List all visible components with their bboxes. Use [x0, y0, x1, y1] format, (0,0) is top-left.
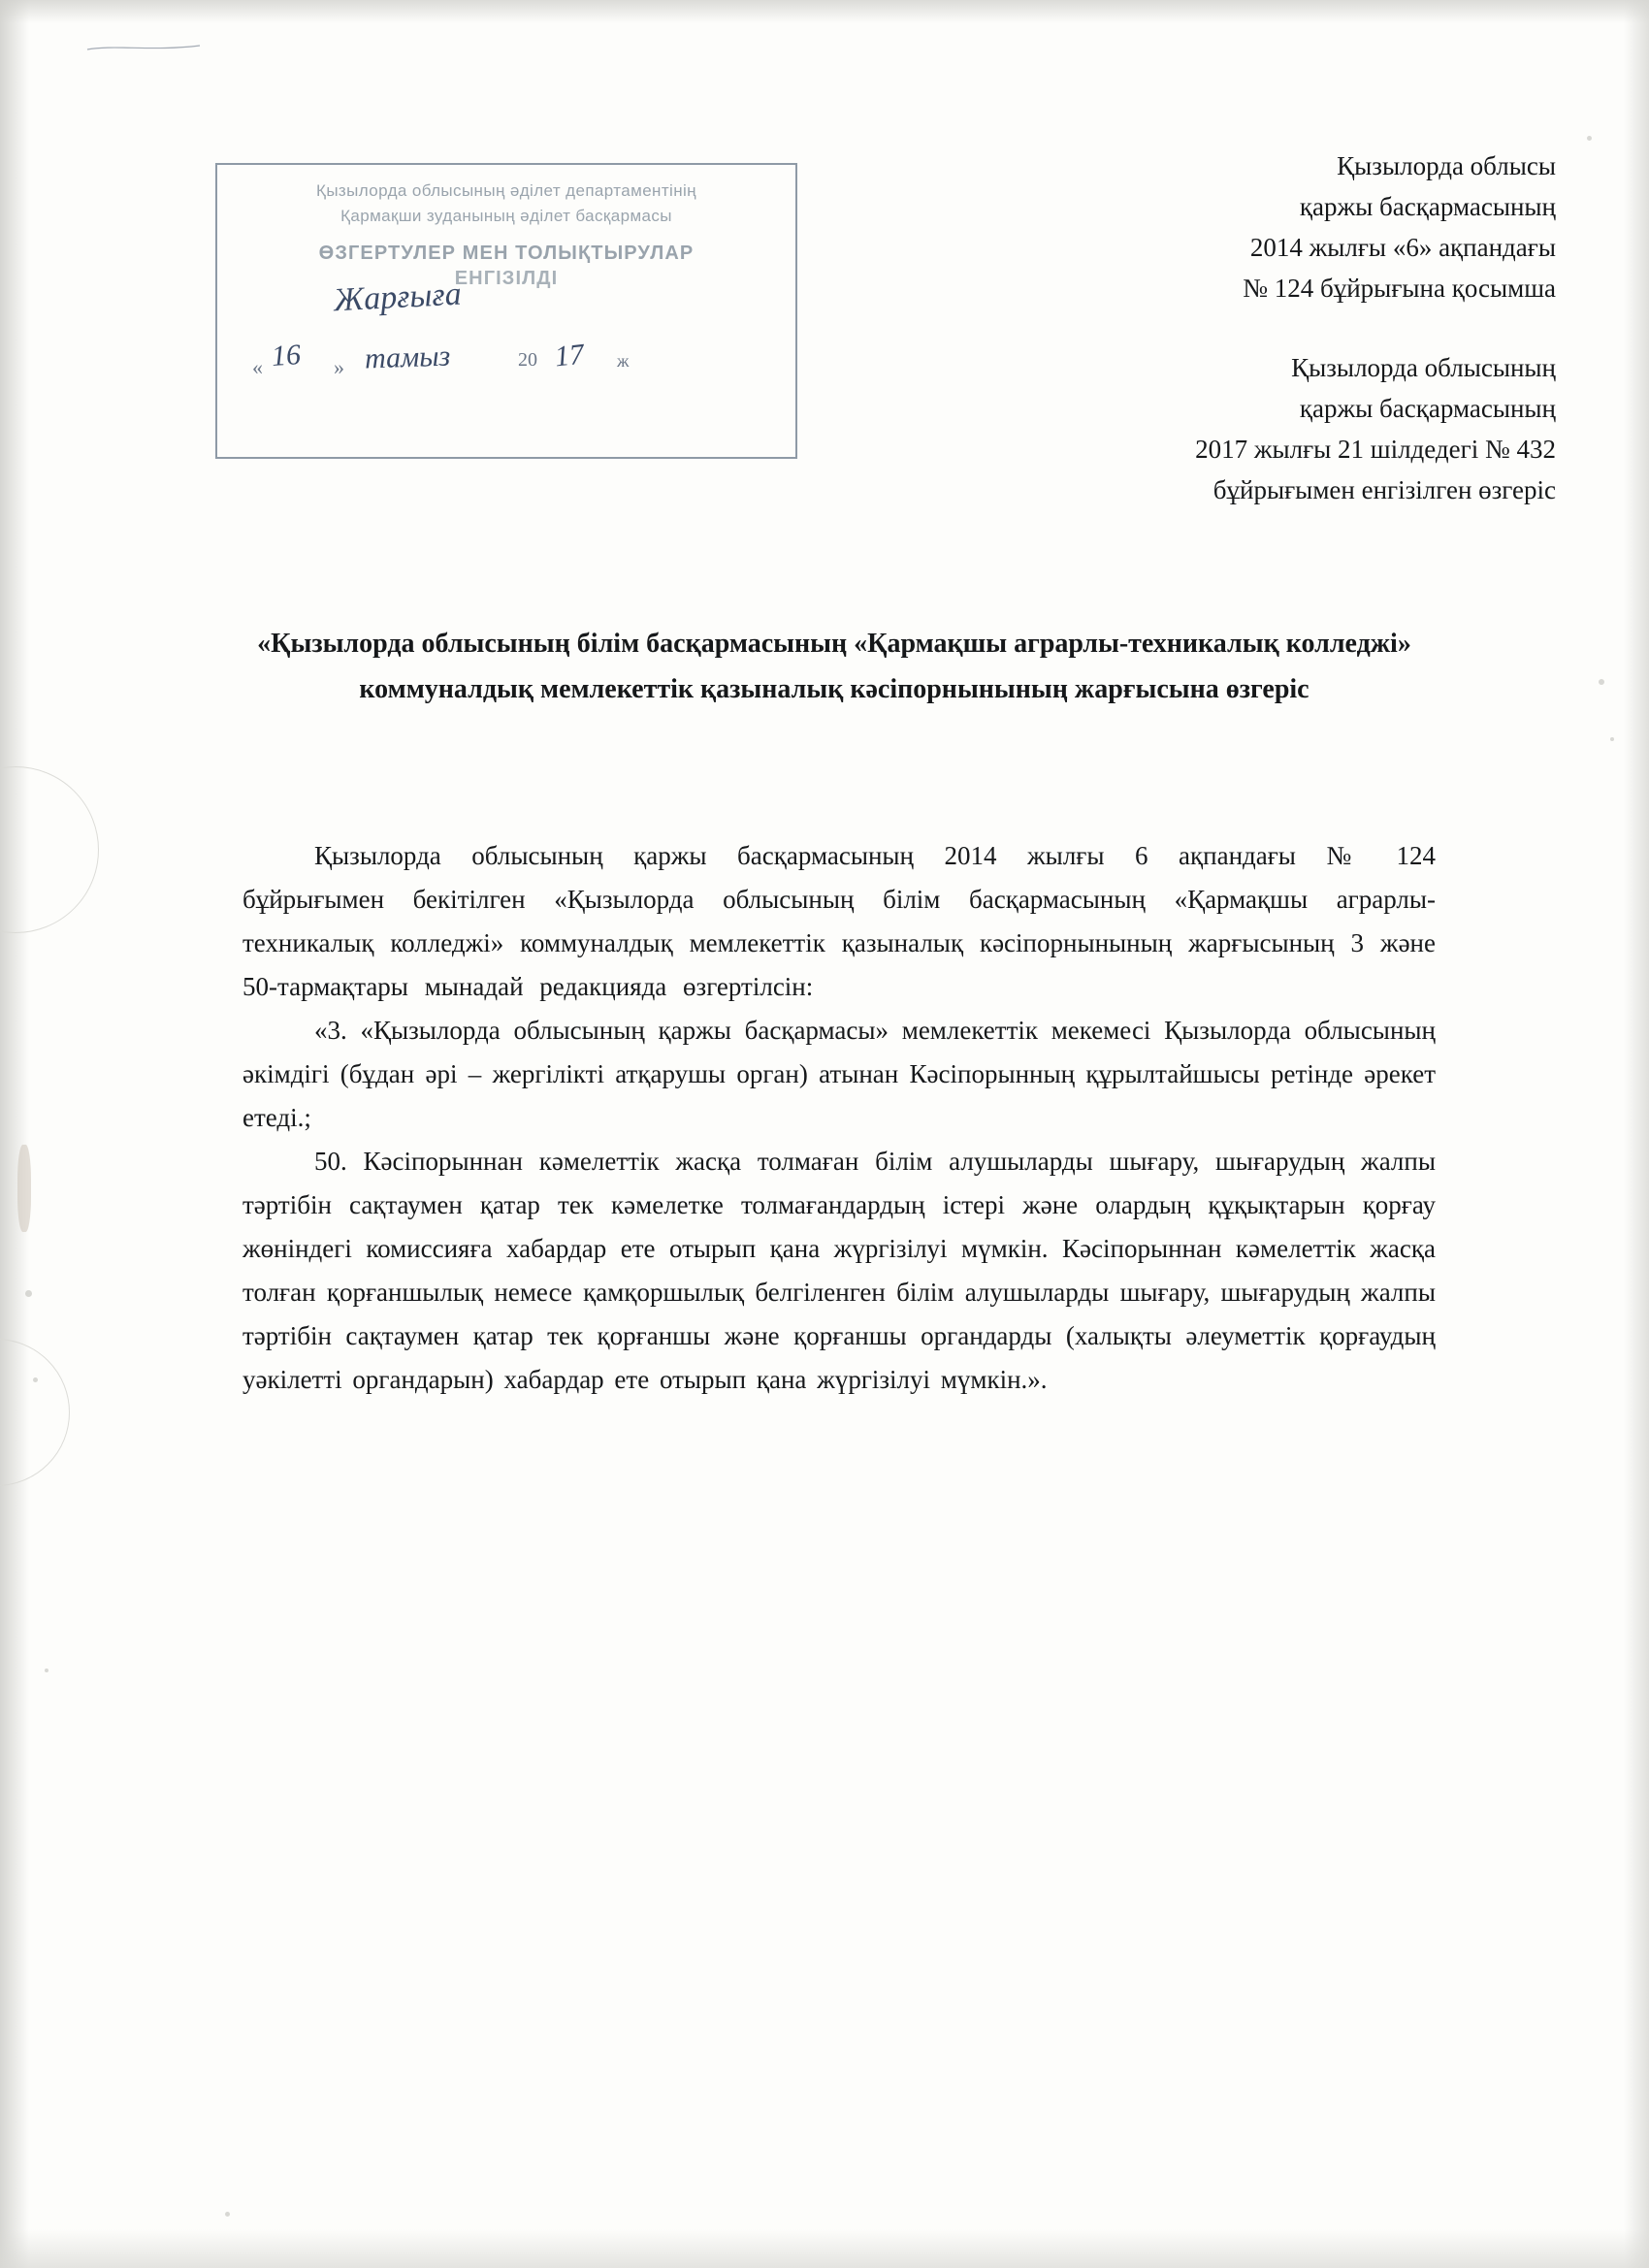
- stamp-line-4: ЕНГІЗІЛДІ: [454, 268, 559, 289]
- page-title: «Қызылорда облысының білім басқармасының «Қармақшы аграрлы-техникалық колледжі» коммуналдық мемлекеттік қазыналық кәсіпорнынының жарғысына өзгеріс: [257, 629, 1411, 704]
- scan-artifact-speck: [1599, 679, 1604, 685]
- stamp-handwritten-month: тамыз: [364, 340, 451, 375]
- pen-scribble-mark: [85, 43, 202, 52]
- header-line: Қызылорда облысының: [1291, 353, 1556, 382]
- scan-edge-shadow-right: [1624, 0, 1649, 2268]
- stamp-handwritten-year: 17: [553, 338, 586, 373]
- scan-artifact-speck: [25, 1290, 32, 1297]
- header-block-order-2014: [877, 146, 1556, 308]
- scan-artifact-arc-upper: [0, 766, 99, 933]
- scan-artifact-speck: [1587, 136, 1592, 141]
- scan-artifact-arc-lower: [0, 1339, 70, 1486]
- header-line: Қызылорда облысы: [1337, 151, 1556, 180]
- paragraph-item-50: 50. Кәсіпорыннан кәмелеттік жасқа толмаған білім алушыларды шығару, шығарудың жалпы тәртібін сақтаумен қатар тек кәмелетке толмағандардың істері және олардың құқықтарын қорғау жөніндегі комиссияға хабардар ете отырып қана жүргізілуі мүмкін. Кәсіпорыннан кәмелеттік жасқа толған қорғаншылық немесе қамқоршылық белгіленген білім алушыларды шығару, шығарудың жалпы тәртібін сақтаумен қатар тек қорғаншы және қорғаншы органдарды (халықты әлеуметтік қорғаудың уәкілетті органдарын) хабардар ете отырып қана жүргізілуі мүмкін.».: [242, 1147, 1436, 1394]
- header-line: 2017 жылғы 21 шілдедегі № 432: [1195, 435, 1556, 464]
- stamp-line-2: Қармақши зуданының әділет басқармасы: [340, 207, 672, 225]
- header-line: № 124 бұйрығына қосымша: [1243, 274, 1556, 303]
- header-line: қаржы басқармасының: [1299, 192, 1556, 221]
- document-body: [242, 834, 1436, 1402]
- paragraph-intro: Қызылорда облысының қаржы басқармасының 2014 жылғы 6 ақпандағы № 124 бұйрығымен бекітілген «Қызылорда облысының білім басқармасының «Қармақшы аграрлы-техникалық колледжі» коммуналдық мемлекеттік қазыналық кәсіпорнынының жарғысының 3 және 50-тармақтары мынадай редакцияда өзгертілсін:: [242, 841, 1436, 1001]
- scan-edge-shadow-bottom: [0, 2229, 1649, 2268]
- header-block-order-2017: [877, 347, 1556, 510]
- header-line: 2014 жылғы «6» ақпандағы: [1249, 233, 1556, 262]
- document-header: [877, 146, 1556, 510]
- stamp-handwritten-day: 16: [270, 338, 303, 373]
- scan-artifact-speck: [45, 1669, 48, 1672]
- header-line: қаржы басқармасының: [1299, 394, 1556, 423]
- stamp-year-prefix: 20: [518, 349, 537, 371]
- stamp-year-suffix: ж: [617, 351, 630, 371]
- scan-artifact-speck: [225, 2212, 230, 2217]
- registration-stamp: [215, 163, 797, 459]
- header-line: бұйрығымен енгізілген өзгеріс: [1212, 475, 1556, 504]
- stamp-quote-close: »: [334, 355, 344, 379]
- paragraph-item-3: «3. «Қызылорда облысының қаржы басқармасы» мемлекеттік мекемесі Қызылорда облысының әкімдігі (бұдан әрі – жергілікті атқарушы орган) атынан Кәсіпорынның құрылтайшысы ретінде әрекет етеді.;: [242, 1016, 1436, 1132]
- stamp-quote-open: «: [252, 355, 263, 379]
- scan-artifact-speck: [33, 1377, 38, 1382]
- stamp-line-3: ӨЗГЕРТУЛЕР МЕН ТОЛЫҚТЫРУЛАР: [318, 243, 695, 264]
- scan-edge-shadow-left: [0, 0, 29, 2268]
- scan-edge-shadow-top: [0, 0, 1649, 23]
- scan-artifact-smudge: [17, 1145, 31, 1232]
- stamp-printed-text: [217, 165, 795, 291]
- stamp-handwritten-object: Жарғыға: [333, 275, 463, 319]
- stamp-line-1: Қызылорда облысының әділет департаментінің: [316, 181, 696, 200]
- scan-artifact-speck: [1610, 737, 1614, 741]
